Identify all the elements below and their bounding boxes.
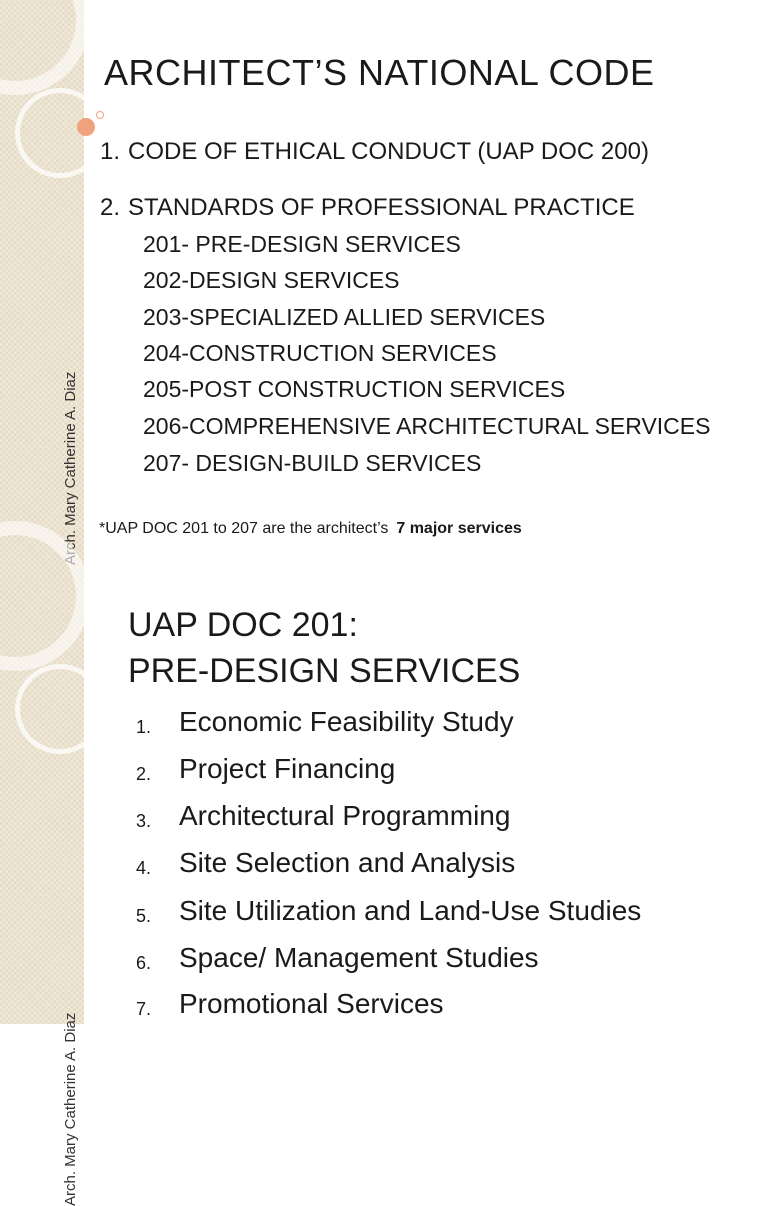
decorative-ring-icon <box>0 0 90 95</box>
decorative-sidebar <box>0 0 84 576</box>
list-item: Site Utilization and Land-Use Studies <box>179 895 642 926</box>
decorative-ring-icon <box>15 664 105 754</box>
sub-item: 206-COMPREHENSIVE ARCHITECTURAL SERVICES <box>143 413 711 439</box>
sub-item: 202-DESIGN SERVICES <box>143 267 400 293</box>
list-number: 5. <box>136 906 152 926</box>
list-number: 1. <box>100 138 121 165</box>
sub-item: 207- DESIGN-BUILD SERVICES <box>143 450 482 476</box>
footnote-text: *UAP DOC 201 to 207 are the architect’s <box>99 520 389 537</box>
sub-item: 201- PRE-DESIGN SERVICES <box>143 231 461 257</box>
list-item: Economic Feasibility Study <box>179 706 514 737</box>
list-number: 6. <box>136 953 152 973</box>
sub-item: 203-SPECIALIZED ALLIED SERVICES <box>143 304 546 330</box>
list-item: Architectural Programming <box>179 800 511 831</box>
list-item: Space/ Management Studies <box>179 942 539 973</box>
list-number: 1. <box>136 717 152 737</box>
list-item: Site Selection and Analysis <box>179 847 516 878</box>
author-vertical-text-partial: Arch. Mary Catherine A. Diaz <box>62 1012 79 1206</box>
slide-1 <box>0 0 768 576</box>
list-number: 2. <box>100 194 121 221</box>
slide-2 <box>0 576 768 1206</box>
accent-dot-small-icon <box>96 111 104 119</box>
list-number: 4. <box>136 858 152 878</box>
footnote-bold: 7 major services <box>396 520 522 537</box>
decorative-sidebar <box>0 576 84 1206</box>
slide-title-line2: PRE-DESIGN SERVICES <box>128 652 521 690</box>
slide-title: ARCHITECT’S NATIONAL CODE <box>104 52 655 93</box>
footnote <box>99 520 522 538</box>
list-item-ethical-conduct: CODE OF ETHICAL CONDUCT (UAP DOC 200) <box>128 138 649 165</box>
sub-item: 204-CONSTRUCTION SERVICES <box>143 340 497 366</box>
sub-item: 205-POST CONSTRUCTION SERVICES <box>143 376 566 402</box>
list-item: Project Financing <box>179 753 396 784</box>
list-number: 7. <box>136 999 152 1019</box>
list-item: Promotional Services <box>179 988 444 1019</box>
list-number: 3. <box>136 811 152 831</box>
slide-title-line1: UAP DOC 201: <box>128 606 358 644</box>
list-item-professional-practice: STANDARDS OF PROFESSIONAL PRACTICE <box>128 194 635 221</box>
accent-dot-icon <box>77 118 95 136</box>
author-vertical-text: Arch. Mary Catherine A. Diaz <box>62 371 79 565</box>
list-number: 2. <box>136 764 152 784</box>
